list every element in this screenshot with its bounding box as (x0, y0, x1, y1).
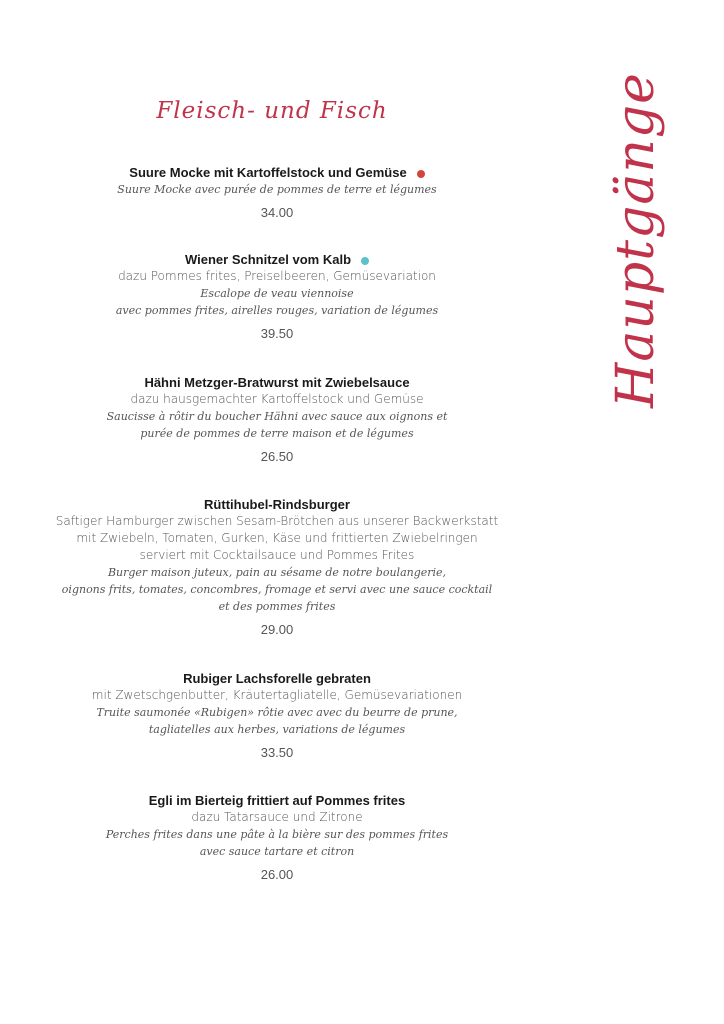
menu-item-price: 39.50 (260, 326, 294, 341)
menu-item (0, 374, 639, 465)
menu-item-french: Truite saumonée «Rubigen» rôtie avec avec du beurre de prune, (96, 706, 458, 719)
menu-item-german: mit Zwetschgenbutter, Kräutertagliatelle, Gemüsevariationen (91, 688, 463, 702)
menu-item (0, 792, 639, 883)
menu-item-name: Suure Mocke mit Kartoffelstock und Gemüse (0, 164, 639, 181)
menu-item (0, 251, 639, 342)
menu-item-german: Saftiger Hamburger zwischen Sesam-Brötchen aus unserer Backwerkstatt (55, 514, 499, 528)
menu-item-german: dazu hausgemachter Kartoffelstock und Gemüse (130, 392, 424, 406)
menu-item-french: Perches frites dans une pâte à la bière sur des pommes frites (105, 828, 449, 841)
menu-item-price: 34.00 (260, 205, 294, 220)
menu-item-german: dazu Pommes frites, Preiselbeeren, Gemüsevariation (118, 269, 436, 283)
menu-item-price: 26.50 (260, 449, 294, 464)
menu-item-french: avec pommes frites, airelles rouges, variation de légumes (115, 304, 439, 317)
menu-item-french: Escalope de veau viennoise (200, 287, 354, 300)
menu-item-german: serviert mit Cocktailsauce und Pommes Frites (139, 548, 415, 562)
menu-item-name: Rüttihubel-Rindsburger (204, 497, 350, 512)
menu-item (0, 670, 639, 761)
menu-item-french: avec sauce tartare et citron (199, 845, 355, 858)
menu-item-name: Rubiger Lachsforelle gebraten (183, 671, 371, 686)
menu-item-french: Suure Mocke avec purée de pommes de terre et légumes (117, 183, 437, 196)
menu-item-price: 29.00 (260, 622, 294, 637)
menu-item-german: dazu Tatarsauce und Zitrone (191, 810, 363, 824)
side-title: Hauptgänge (606, 72, 666, 408)
menu-item-name: Hähni Metzger-Bratwurst mit Zwiebelsauce (144, 375, 410, 390)
menu-item-name: Wiener Schnitzel vom Kalb (0, 251, 639, 268)
red-dot-icon (417, 170, 425, 178)
menu-item-french: Saucisse à rôtir du boucher Hähni avec sauce aux oignons et (106, 410, 448, 423)
menu-item-french: Burger maison juteux, pain au sésame de notre boulangerie, (107, 566, 447, 579)
menu-item (0, 496, 639, 638)
menu-item-french: et des pommes frites (218, 600, 336, 613)
section-title: Fleisch- und Fisch (156, 98, 388, 124)
menu-item-french: oignons frits, tomates, concombres, fromage et servi avec une sauce cocktail (61, 583, 493, 596)
menu-item-french: tagliatelles aux herbes, variations de légumes (148, 723, 406, 736)
menu-item (0, 164, 639, 221)
menu-item-german: mit Zwiebeln, Tomaten, Gurken, Käse und frittierten Zwiebelringen (76, 531, 478, 545)
menu-item-name: Egli im Bierteig frittiert auf Pommes frites (148, 793, 406, 808)
menu-item-price: 33.50 (260, 745, 294, 760)
menu-item-price: 26.00 (260, 867, 294, 882)
menu-item-french: purée de pommes de terre maison et de légumes (140, 427, 414, 440)
teal-dot-icon (361, 257, 369, 265)
